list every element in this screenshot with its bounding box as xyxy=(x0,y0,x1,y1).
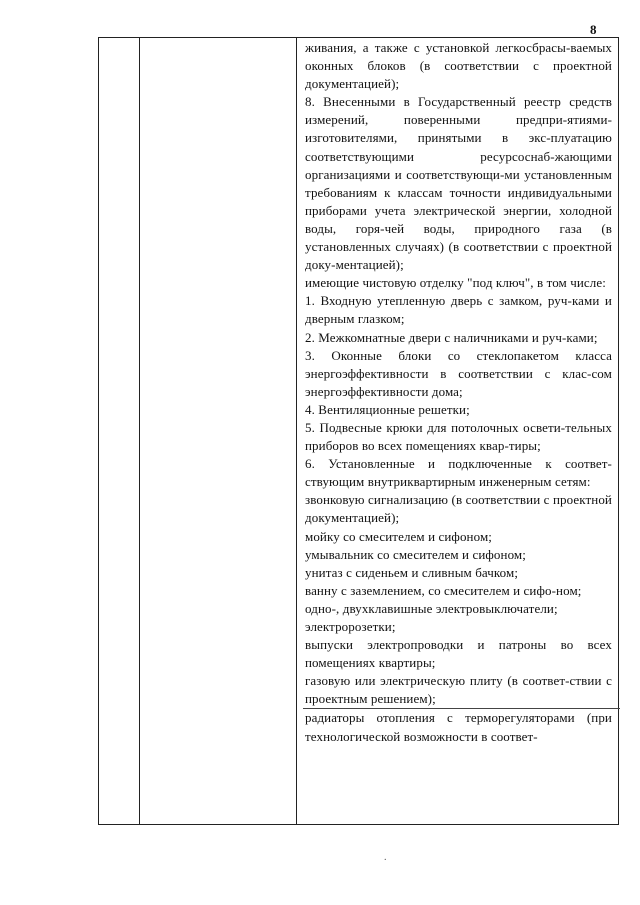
paragraph: унитаз с сиденьем и сливным бачком; xyxy=(305,564,519,580)
paragraph: 6. Установленные и подключенные к соответ-ствующим внутриквартирным инженерным сетям: xyxy=(305,456,612,490)
column-divider-2 xyxy=(296,38,297,824)
paragraph: 8. Внесенными в Государственный реестр средств измерений, поверенными предпри-ятиями-изготовителями, принятыми в экс-плуатацию соответствующими ресурсоснаб-жающими организациями и соответствующи-ми установленным требованиям к классам точности индивидуальными приборами учета электрической энергии, холодной воды, горя-чей воды, природного газа (в установленных случаях) (в соответствии с проектной доку-ментацией); xyxy=(305,94,612,273)
paragraph: имеющие чистовую отделку "под ключ", в том числе: xyxy=(305,275,606,291)
paragraph: 2. Межкомнатные двери с наличниками и руч-ками; xyxy=(305,329,598,345)
paragraph: живания, а также с установкой легкосбрасы-ваемых оконных блоков (в соответствии с проектной документацией); xyxy=(305,40,612,92)
paragraph: 5. Подвесные крюки для потолочных освети-тельных приборов во всех помещениях квар-тиры; xyxy=(305,419,612,454)
column-divider-1 xyxy=(139,38,140,824)
table-cell-content xyxy=(305,39,612,746)
page-number: 8 xyxy=(590,22,597,37)
paragraph: мойку со смесителем и сифоном; xyxy=(305,528,492,544)
paragraph: электророзетки; xyxy=(305,619,396,634)
paragraph: одно-, двухклавишные электровыключатели; xyxy=(305,600,558,616)
paragraph: ванну с заземлением, со смесителем и сифо-ном; xyxy=(305,582,582,598)
paragraph: звонковую сигнализацию (в соответствии с проектной документацией); xyxy=(305,492,612,526)
paragraph: радиаторы отопления с терморегуляторами (при технологической возможности в соответ- xyxy=(305,710,612,744)
paragraph: умывальник со смесителем и сифоном; xyxy=(305,546,526,562)
paragraph: 4. Вентиляционные решетки; xyxy=(305,401,470,417)
paragraph: 1. Входную утепленную дверь с замком, руч-ками и дверным глазком; xyxy=(305,293,612,327)
paragraph: выпуски электропроводки и патроны во всех помещениях квартиры; xyxy=(305,637,612,671)
paragraph: 3. Оконные блоки со стеклопакетом класса энергоэффективности в соответствии с клас-сом энергоэффективности дома; xyxy=(305,347,612,399)
scan-mark: . xyxy=(384,852,387,863)
document-table xyxy=(98,37,619,825)
paragraph: газовую или электрическую плиту (в соответ-ствии с проектным решением); xyxy=(305,673,612,707)
